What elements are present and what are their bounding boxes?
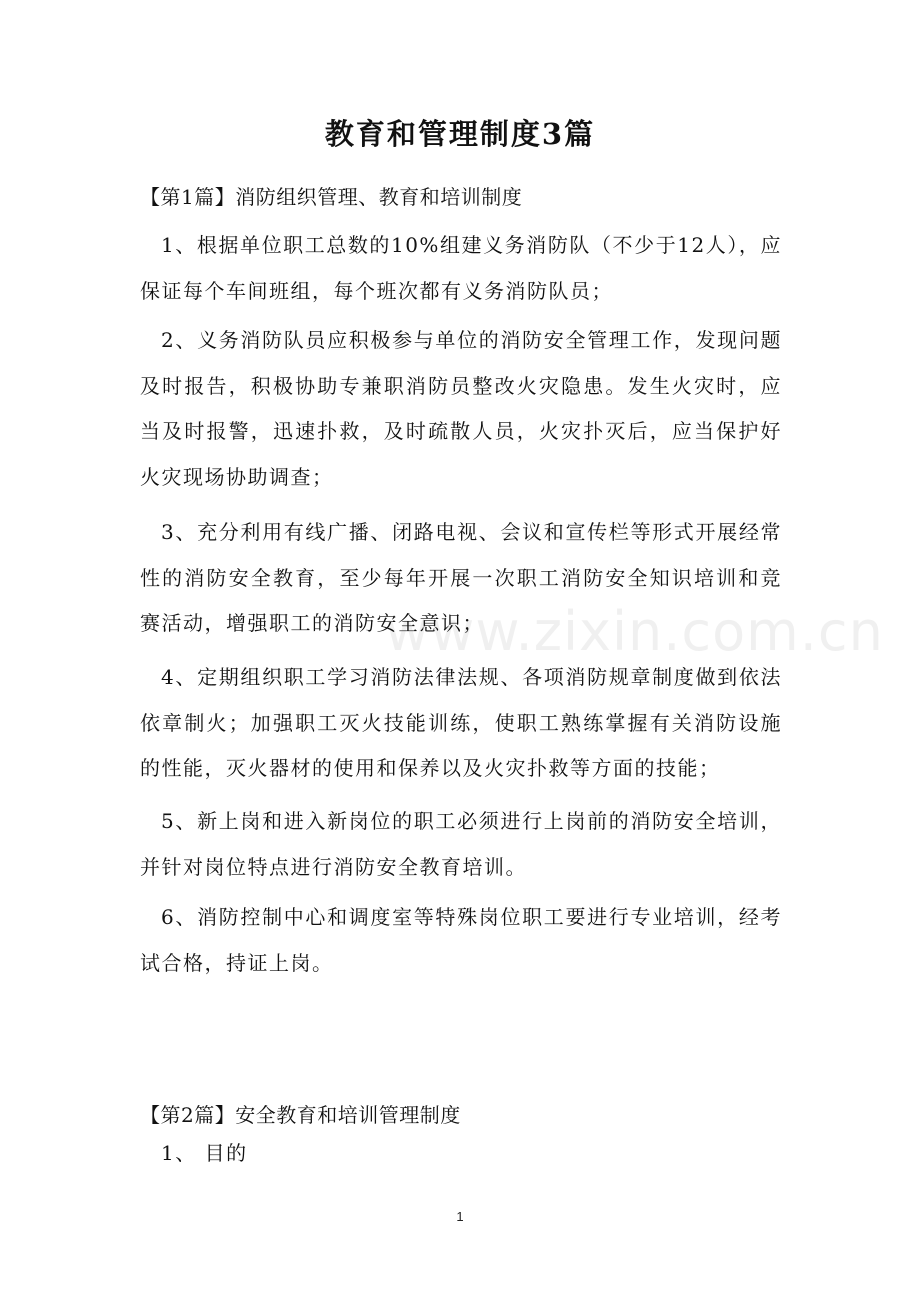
document-title: 教育和管理制度3篇: [324, 117, 596, 151]
section-1-paragraph: 5、新上岗和进入新岗位的职工必须进行上岗前的消防安全培训，并针对岗位特点进行消防安全教育培训。: [140, 809, 782, 879]
section-1-paragraph: 6、消防控制中心和调度室等特殊岗位职工要进行专业培训，经考试合格，持证上岗。: [140, 905, 782, 975]
section-1-heading: 【第1篇】消防组织管理、教育和培训制度: [140, 185, 523, 209]
section-2-paragraph: 1、 目的: [161, 1141, 248, 1165]
section-1-paragraph: 1、根据单位职工总数的10%组建义务消防队（不少于12人），应保证每个车间班组，每个班次都有义务消防队员；: [140, 233, 782, 303]
page-number: 1: [456, 1209, 464, 1224]
watermark: www.zixin.com.cn: [385, 600, 884, 663]
section-1-paragraph: 4、定期组织职工学习消防法律法规、各项消防规章制度做到依法依章制火；加强职工灭火技能训练，使职工熟练掌握有关消防设施的性能，灭火器材的使用和保养以及火灾扑救等方面的技能；: [140, 665, 782, 780]
section-1-paragraph: 3、充分利用有线广播、闭路电视、会议和宣传栏等形式开展经常性的消防安全教育，至少每年开展一次职工消防安全知识培训和竞赛活动，增强职工的消防安全意识；: [140, 520, 782, 635]
section-1-paragraph: 2、义务消防队员应积极参与单位的消防安全管理工作，发现问题及时报告，积极协助专兼职消防员整改火灾隐患。发生火灾时，应当及时报警，迅速扑救，及时疏散人员，火灾扑灭后，应当保护好火灾现场协助调查；: [140, 328, 782, 489]
section-2-heading: 【第2篇】安全教育和培训管理制度: [140, 1103, 461, 1127]
